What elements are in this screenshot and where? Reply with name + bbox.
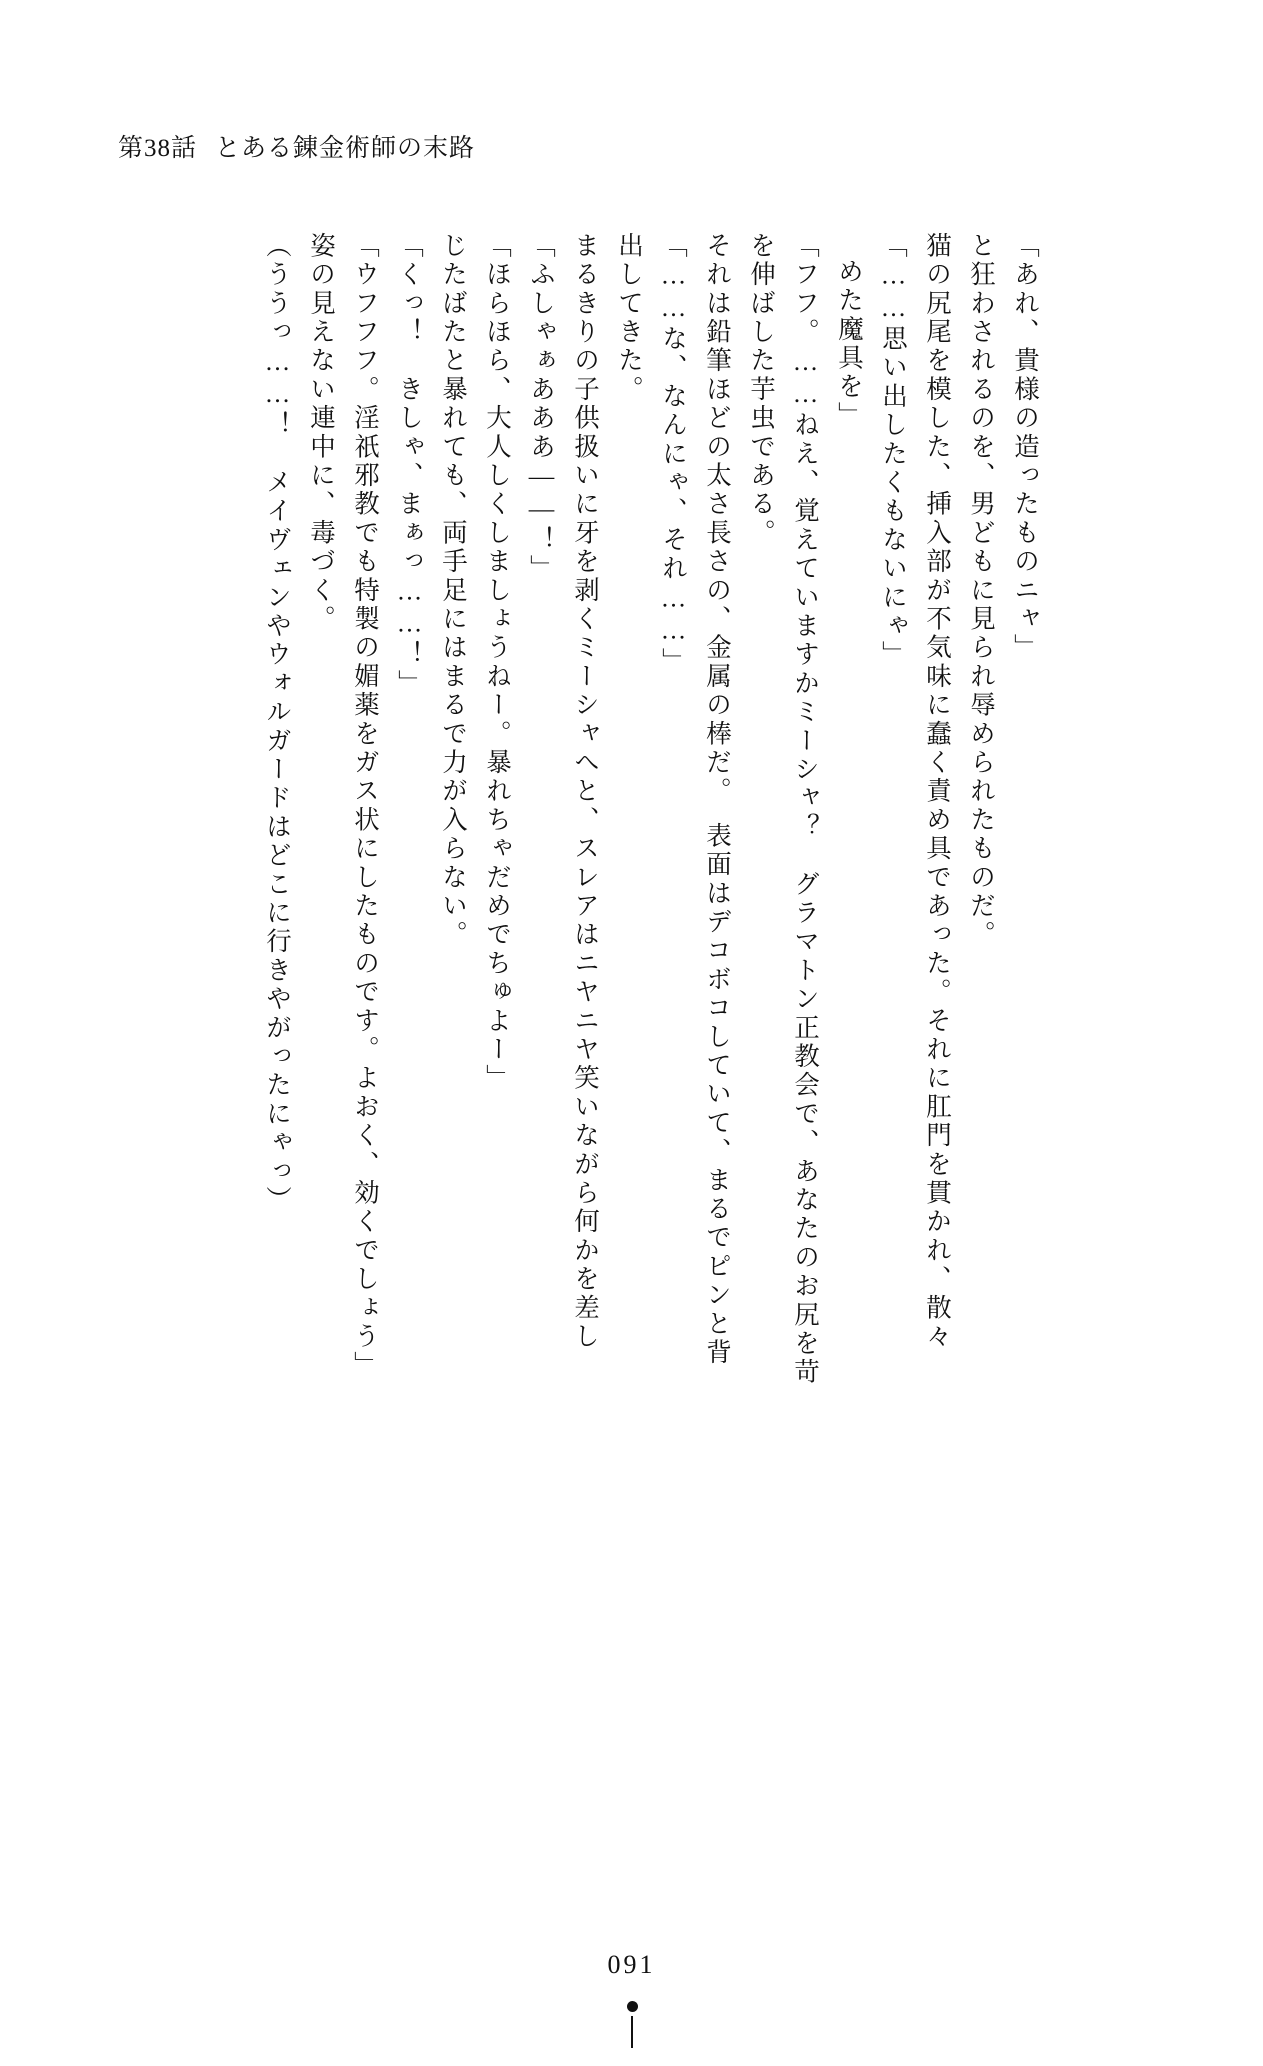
text-column: それは鉛筆ほどの太さ長さの、金属の棒だ。 表面はデコボコしていて、まるでピンと背 — [703, 232, 732, 1368]
running-header — [118, 128, 475, 164]
text-column: 「あれ、貴様の造ったものニャ」 — [1011, 232, 1040, 663]
bottom-ornament-icon — [627, 2001, 637, 2048]
text-column: 姿の見えない連中に、毒づく。 — [307, 232, 336, 634]
text-column: 「くっ！ きしゃ、まぁっ……！」 — [395, 232, 424, 699]
page-number: 091 — [607, 1950, 656, 1979]
text-column: 猫の尻尾を模した、挿入部が不気味に蠢く責め具であった。それに肛門を貫かれ、散々 — [923, 232, 952, 1352]
text-column: （ううっ……！ メイヴェンやウォルガードはどこに行きやがったにゃっ） — [263, 232, 292, 1215]
text-column: まるきりの子供扱いに牙を剥くミーシャへと、スレアはニヤニヤ笑いながら何かを差し — [571, 232, 600, 1352]
text-column: じたばたと暴れても、両手足にはまるで力が入らない。 — [439, 232, 468, 950]
ornament-stem — [631, 2016, 633, 2048]
text-column: 「ふしゃぁあああ——！」 — [527, 232, 556, 584]
ornament-dot — [627, 2001, 638, 2012]
chapter-number: 第38話 — [118, 135, 198, 162]
text-column: めた魔具を」 — [835, 258, 864, 431]
body-text-area — [246, 232, 1151, 1387]
text-column: 「ほらほら、大人しくしましょうねー。暴れちゃだめでちゅよー」 — [483, 232, 512, 1093]
chapter-title: とある錬金術師の末路 — [215, 135, 476, 162]
text-column: 出してきた。 — [615, 232, 644, 405]
text-column: 「ウフフフ。淫祇邪教でも特製の媚薬をガス状にしたものです。よおく、効くでしょう」 — [351, 232, 380, 1380]
text-column: 「……な、なんにゃ、それ……」 — [659, 232, 688, 677]
text-column: と狂わされるのを、男どもに見られ辱められたものだ。 — [967, 232, 996, 950]
text-column: 「……思い出したくもないにゃ」 — [879, 232, 908, 670]
text-column: を伸ばした芋虫である。 — [747, 232, 776, 548]
text-column: 「フフ。……ねえ、覚えていますかミーシャ？ グラマトン正教会で、あなたのお尻を苛 — [791, 232, 820, 1387]
